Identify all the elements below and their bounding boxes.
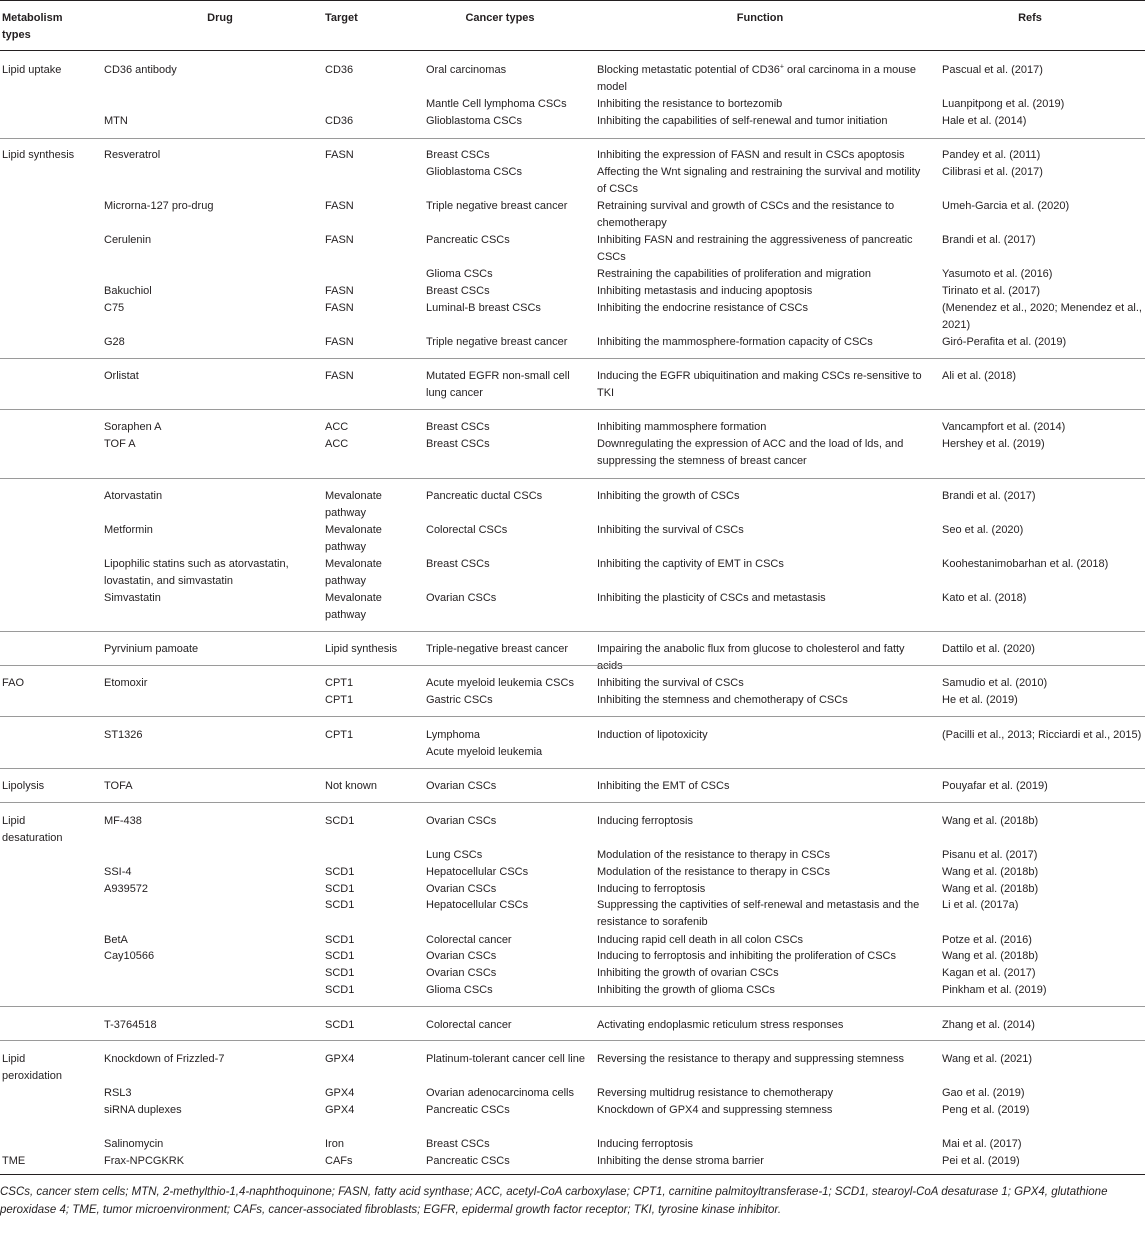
cell-refs: Li et al. (2017a) — [942, 899, 1019, 911]
cell-refs: Wang et al. (2018b) — [942, 883, 1039, 895]
cell-function: Reversing the resistance to therapy and suppressing stemness — [597, 1053, 904, 1065]
cell-function: Inducing ferroptosis — [597, 1138, 693, 1150]
cell-function: Inhibiting the EMT of CSCs — [597, 780, 730, 792]
cell-target: CAFs — [325, 1155, 353, 1167]
cell-drug: Pyrvinium pamoate — [104, 643, 199, 655]
cell-cancer-type: Lymphoma — [426, 729, 481, 741]
cell-cancer-type: Breast CSCs — [426, 285, 490, 297]
cell-cancer-type: Triple negative breast cancer — [426, 200, 568, 212]
cell-function: Inducing rapid cell death in all colon CSCs — [597, 934, 804, 946]
cell-refs: Potze et al. (2016) — [942, 934, 1032, 946]
cell-target: Mevalonate pathway — [325, 592, 382, 621]
group-divider — [0, 716, 1145, 717]
cell-refs: Wang et al. (2018b) — [942, 866, 1039, 878]
cell-target: FASN — [325, 370, 354, 382]
cell-refs: Vancampfort et al. (2014) — [942, 421, 1066, 433]
cell-target: SCD1 — [325, 934, 355, 946]
cell-refs: Luanpitpong et al. (2019) — [942, 98, 1065, 110]
cell-target: SCD1 — [325, 866, 355, 878]
cell-refs: Pei et al. (2019) — [942, 1155, 1020, 1167]
header-cancer-types: Cancer types — [465, 12, 535, 24]
cell-refs: Seo et al. (2020) — [942, 524, 1024, 536]
cell-refs: Tirinato et al. (2017) — [942, 285, 1041, 297]
cell-function: Inhibiting the growth of glioma CSCs — [597, 984, 775, 996]
cell-function: Inhibiting the capabilities of self-renewal and tumor initiation — [597, 115, 888, 127]
cell-drug: ST1326 — [104, 729, 143, 741]
cell-cancer-type: Gastric CSCs — [426, 694, 493, 706]
cell-cancer-type: Mutated EGFR non-small cell lung cancer — [426, 370, 570, 399]
cell-function: Inhibiting the dense stroma barrier — [597, 1155, 764, 1167]
cell-refs: Wang et al. (2018b) — [942, 950, 1039, 962]
cell-drug: C75 — [104, 302, 125, 314]
cell-cancer-type: Acute myeloid leukemia — [426, 746, 543, 758]
header-metabolism-types: Metabolism types — [2, 12, 63, 41]
cell-cancer-type: Lung CSCs — [426, 849, 483, 861]
cell-cancer-type: Ovarian CSCs — [426, 883, 497, 895]
cell-cancer-type: Ovarian adenocarcinoma cells — [426, 1087, 574, 1099]
cell-cancer-type: Hepatocellular CSCs — [426, 899, 529, 911]
cell-target: SCD1 — [325, 984, 355, 996]
cell-refs: Zhang et al. (2014) — [942, 1019, 1035, 1031]
cell-drug: TOF A — [104, 438, 136, 450]
cell-target: FASN — [325, 285, 354, 297]
cell-target: Lipid synthesis — [325, 643, 398, 655]
table-footnote: CSCs, cancer stem cells; MTN, 2-methylthio-1,4-naphthoquinone; FASN, fatty acid synthase; ACC, acetyl-CoA carboxylase; CPT1, carnitine palmitoyltransferase-1; SCD1, stearoyl-CoA desaturase 1; GPX4, glutathione peroxidase 4; TME, tumor microenvironment; CAFs, cancer-associated fibroblasts; EGFR, epidermal growth factor receptor; TKI, tyrosine kinase inhibitor. — [0, 1186, 1108, 1216]
cell-function: Inhibiting mammosphere formation — [597, 421, 767, 433]
cell-target: Mevalonate pathway — [325, 558, 382, 587]
cell-drug: MTN — [104, 115, 128, 127]
cell-refs: Ali et al. (2018) — [942, 370, 1016, 382]
cell-drug: MF-438 — [104, 815, 142, 827]
cell-cancer-type: Pancreatic CSCs — [426, 234, 510, 246]
cell-refs: Gao et al. (2019) — [942, 1087, 1025, 1099]
cell-function: Inducing to ferroptosis and inhibiting the proliferation of CSCs — [597, 950, 897, 962]
cell-target: CPT1 — [325, 694, 354, 706]
cell-target: Mevalonate pathway — [325, 524, 382, 553]
cell-target: GPX4 — [325, 1087, 355, 1099]
cell-target: ACC — [325, 438, 349, 450]
cell-target: CD36 — [325, 115, 354, 127]
group-divider — [0, 802, 1145, 803]
cell-refs: Pascual et al. (2017) — [942, 64, 1043, 76]
cell-target: Iron — [325, 1138, 344, 1150]
group-divider — [0, 478, 1145, 479]
cell-cancer-type: Ovarian CSCs — [426, 950, 497, 962]
cell-function: Inhibiting the endocrine resistance of CSCs — [597, 302, 808, 314]
cell-cancer-type: Triple-negative breast cancer — [426, 643, 569, 655]
cell-cancer-type: Glioblastoma CSCs — [426, 166, 522, 178]
cell-cancer-type: Ovarian CSCs — [426, 592, 497, 604]
cell-metabolism-type: Lipid desaturation — [2, 815, 63, 844]
cell-function: Retraining survival and growth of CSCs and the resistance to chemotherapy — [597, 200, 895, 229]
group-divider — [0, 1040, 1145, 1041]
cell-refs: Kato et al. (2018) — [942, 592, 1027, 604]
cell-function: Affecting the Wnt signaling and restraining the survival and motility of CSCs — [597, 166, 921, 195]
cell-drug: Salinomycin — [104, 1138, 164, 1150]
cell-drug: siRNA duplexes — [104, 1104, 182, 1116]
cell-drug: Microrna-127 pro-drug — [104, 200, 214, 212]
cell-cancer-type: Pancreatic ductal CSCs — [426, 490, 543, 502]
cell-refs: Samudio et al. (2010) — [942, 677, 1048, 689]
cell-refs: Hale et al. (2014) — [942, 115, 1027, 127]
cell-drug: Lipophilic statins such as atorvastatin, lovastatin, and simvastatin — [104, 558, 289, 587]
cell-function: Reversing multidrug resistance to chemotherapy — [597, 1087, 834, 1099]
group-divider — [0, 1006, 1145, 1007]
cell-cancer-type: Oral carcinomas — [426, 64, 507, 76]
cell-cancer-type: Breast CSCs — [426, 558, 490, 570]
cell-refs: Giró-Perafita et al. (2019) — [942, 336, 1067, 348]
cell-refs: Koohestanimobarhan et al. (2018) — [942, 558, 1109, 570]
cell-target: CPT1 — [325, 729, 354, 741]
cell-cancer-type: Breast CSCs — [426, 438, 490, 450]
group-divider — [0, 631, 1145, 632]
group-divider — [0, 358, 1145, 359]
cell-function: Inducing ferroptosis — [597, 815, 693, 827]
cell-drug: Soraphen A — [104, 421, 162, 433]
cell-refs: Peng et al. (2019) — [942, 1104, 1030, 1116]
cell-drug: TOFA — [104, 780, 133, 792]
cell-cancer-type: Luminal-B breast CSCs — [426, 302, 541, 314]
cell-drug: Bakuchiol — [104, 285, 152, 297]
cell-target: FASN — [325, 149, 354, 161]
cell-refs: Brandi et al. (2017) — [942, 490, 1036, 502]
cell-function: Inhibiting the mammosphere-formation capacity of CSCs — [597, 336, 873, 348]
cell-function: Impairing the anabolic flux from glucose to cholesterol and fatty acids — [597, 643, 905, 672]
cell-drug: Orlistat — [104, 370, 139, 382]
cell-refs: Wang et al. (2018b) — [942, 815, 1039, 827]
cell-cancer-type: Ovarian CSCs — [426, 815, 497, 827]
cell-drug: CD36 antibody — [104, 64, 177, 76]
cell-target: FASN — [325, 200, 354, 212]
cell-cancer-type: Hepatocellular CSCs — [426, 866, 529, 878]
cell-drug: Cay10566 — [104, 950, 155, 962]
cell-function: Knockdown of GPX4 and suppressing stemness — [597, 1104, 833, 1116]
cell-target: ACC — [325, 421, 349, 433]
cell-refs: Hershey et al. (2019) — [942, 438, 1045, 450]
group-divider — [0, 768, 1145, 769]
cell-refs: (Menendez et al., 2020; Menendez et al., 2021) — [942, 302, 1142, 331]
cell-drug: Knockdown of Frizzled-7 — [104, 1053, 225, 1065]
table-bottom-rule — [0, 1174, 1145, 1175]
cell-cancer-type: Platinum-tolerant cancer cell line — [426, 1053, 585, 1065]
cell-cancer-type: Ovarian CSCs — [426, 780, 497, 792]
cell-function: Downregulating the expression of ACC and the load of lds, and suppressing the stemness of breast cancer — [597, 438, 904, 467]
cell-cancer-type: Glioma CSCs — [426, 268, 493, 280]
group-divider — [0, 409, 1145, 410]
cell-drug: T-3764518 — [104, 1019, 157, 1031]
cell-target: Mevalonate pathway — [325, 490, 382, 519]
cell-drug: SSI-4 — [104, 866, 132, 878]
cell-refs: Pisanu et al. (2017) — [942, 849, 1038, 861]
header-drug: Drug — [207, 12, 233, 24]
cell-target: SCD1 — [325, 967, 355, 979]
cell-target: SCD1 — [325, 950, 355, 962]
cell-target: SCD1 — [325, 815, 355, 827]
cell-refs: Wang et al. (2021) — [942, 1053, 1033, 1065]
cell-refs: Pandey et al. (2011) — [942, 149, 1041, 161]
cell-cancer-type: Breast CSCs — [426, 421, 490, 433]
cell-cancer-type: Colorectal cancer — [426, 934, 512, 946]
cell-function: Inhibiting metastasis and inducing apoptosis — [597, 285, 813, 297]
group-divider — [0, 665, 1145, 666]
cell-function: Inhibiting the expression of FASN and result in CSCs apoptosis — [597, 149, 905, 161]
group-divider — [0, 138, 1145, 139]
header-refs: Refs — [1018, 12, 1042, 24]
cell-refs: He et al. (2019) — [942, 694, 1018, 706]
cell-function: Activating endoplasmic reticulum stress responses — [597, 1019, 844, 1031]
cell-drug: Atorvastatin — [104, 490, 163, 502]
cell-drug: Etomoxir — [104, 677, 148, 689]
cell-drug: Simvastatin — [104, 592, 161, 604]
cell-function: Modulation of the resistance to therapy in CSCs — [597, 849, 830, 861]
cell-refs: Brandi et al. (2017) — [942, 234, 1036, 246]
cell-refs: Kagan et al. (2017) — [942, 967, 1036, 979]
cell-drug: A939572 — [104, 883, 149, 895]
cell-function: Inhibiting FASN and restraining the aggressiveness of pancreatic CSCs — [597, 234, 913, 263]
cell-cancer-type: Pancreatic CSCs — [426, 1104, 510, 1116]
cell-refs: Cilibrasi et al. (2017) — [942, 166, 1043, 178]
cell-function: Inhibiting the captivity of EMT in CSCs — [597, 558, 784, 570]
cell-drug: RSL3 — [104, 1087, 132, 1099]
header-rule — [0, 50, 1145, 51]
cell-function: Inhibiting the plasticity of CSCs and metastasis — [597, 592, 826, 604]
cell-function: Blocking metastatic potential of CD36+ oral carcinoma in a mouse model — [597, 63, 916, 93]
cell-cancer-type: Glioma CSCs — [426, 984, 493, 996]
cell-function: Modulation of the resistance to therapy in CSCs — [597, 866, 830, 878]
cell-refs: Yasumoto et al. (2016) — [942, 268, 1053, 280]
cell-metabolism-type: Lipid uptake — [2, 64, 62, 76]
cell-target: GPX4 — [325, 1104, 355, 1116]
cell-drug: G28 — [104, 336, 125, 348]
cell-cancer-type: Glioblastoma CSCs — [426, 115, 522, 127]
cell-target: SCD1 — [325, 883, 355, 895]
cell-refs: Pinkham et al. (2019) — [942, 984, 1047, 996]
cell-drug: Cerulenin — [104, 234, 152, 246]
cell-function: Inducing to ferroptosis — [597, 883, 706, 895]
cell-target: CPT1 — [325, 677, 354, 689]
cell-cancer-type: Pancreatic CSCs — [426, 1155, 510, 1167]
cell-target: FASN — [325, 336, 354, 348]
cell-function: Restraining the capabilities of proliferation and migration — [597, 268, 871, 280]
cell-metabolism-type: Lipid peroxidation — [2, 1053, 62, 1082]
cell-cancer-type: Breast CSCs — [426, 149, 490, 161]
cell-refs: Dattilo et al. (2020) — [942, 643, 1035, 655]
cell-cancer-type: Ovarian CSCs — [426, 967, 497, 979]
cell-function: Inhibiting the growth of CSCs — [597, 490, 740, 502]
cell-drug: Frax-NPCGKRK — [104, 1155, 185, 1167]
cell-metabolism-type: TME — [2, 1155, 26, 1167]
cell-metabolism-type: FAO — [2, 677, 25, 689]
cell-target: FASN — [325, 302, 354, 314]
cell-target: SCD1 — [325, 899, 355, 911]
header-function: Function — [736, 12, 784, 24]
cell-function: Suppressing the captivities of self-renewal and metastasis and the resistance to sorafenib — [597, 899, 920, 928]
cell-target: GPX4 — [325, 1053, 355, 1065]
cell-drug: Resveratrol — [104, 149, 161, 161]
cell-cancer-type: Triple negative breast cancer — [426, 336, 568, 348]
cell-function: Inhibiting the survival of CSCs — [597, 677, 744, 689]
cell-function: Inhibiting the growth of ovarian CSCs — [597, 967, 779, 979]
cell-refs: (Pacilli et al., 2013; Ricciardi et al., 2015) — [942, 729, 1142, 741]
cell-function: Induction of lipotoxicity — [597, 729, 708, 741]
cell-drug: Metformin — [104, 524, 153, 536]
header-target: Target — [325, 12, 358, 24]
cell-function: Inhibiting the stemness and chemotherapy of CSCs — [597, 694, 848, 706]
cell-drug: BetA — [104, 934, 128, 946]
cell-target: CD36 — [325, 64, 354, 76]
cell-function: Inhibiting the survival of CSCs — [597, 524, 744, 536]
cell-target: SCD1 — [325, 1019, 355, 1031]
table-top-rule — [0, 0, 1145, 1]
cell-metabolism-type: Lipid synthesis — [2, 149, 75, 161]
cell-refs: Umeh-Garcia et al. (2020) — [942, 200, 1070, 212]
cell-function: Inhibiting the resistance to bortezomib — [597, 98, 783, 110]
cell-cancer-type: Mantle Cell lymphoma CSCs — [426, 98, 567, 110]
cell-target: FASN — [325, 234, 354, 246]
cell-cancer-type: Acute myeloid leukemia CSCs — [426, 677, 574, 689]
cell-refs: Pouyafar et al. (2019) — [942, 780, 1048, 792]
cell-cancer-type: Colorectal cancer — [426, 1019, 512, 1031]
cell-target: Not known — [325, 780, 377, 792]
cell-cancer-type: Colorectal CSCs — [426, 524, 508, 536]
cell-metabolism-type: Lipolysis — [2, 780, 45, 792]
cell-function: Inducing the EGFR ubiquitination and making CSCs re-sensitive to TKI — [597, 370, 922, 399]
cell-cancer-type: Breast CSCs — [426, 1138, 490, 1150]
cell-refs: Mai et al. (2017) — [942, 1138, 1022, 1150]
